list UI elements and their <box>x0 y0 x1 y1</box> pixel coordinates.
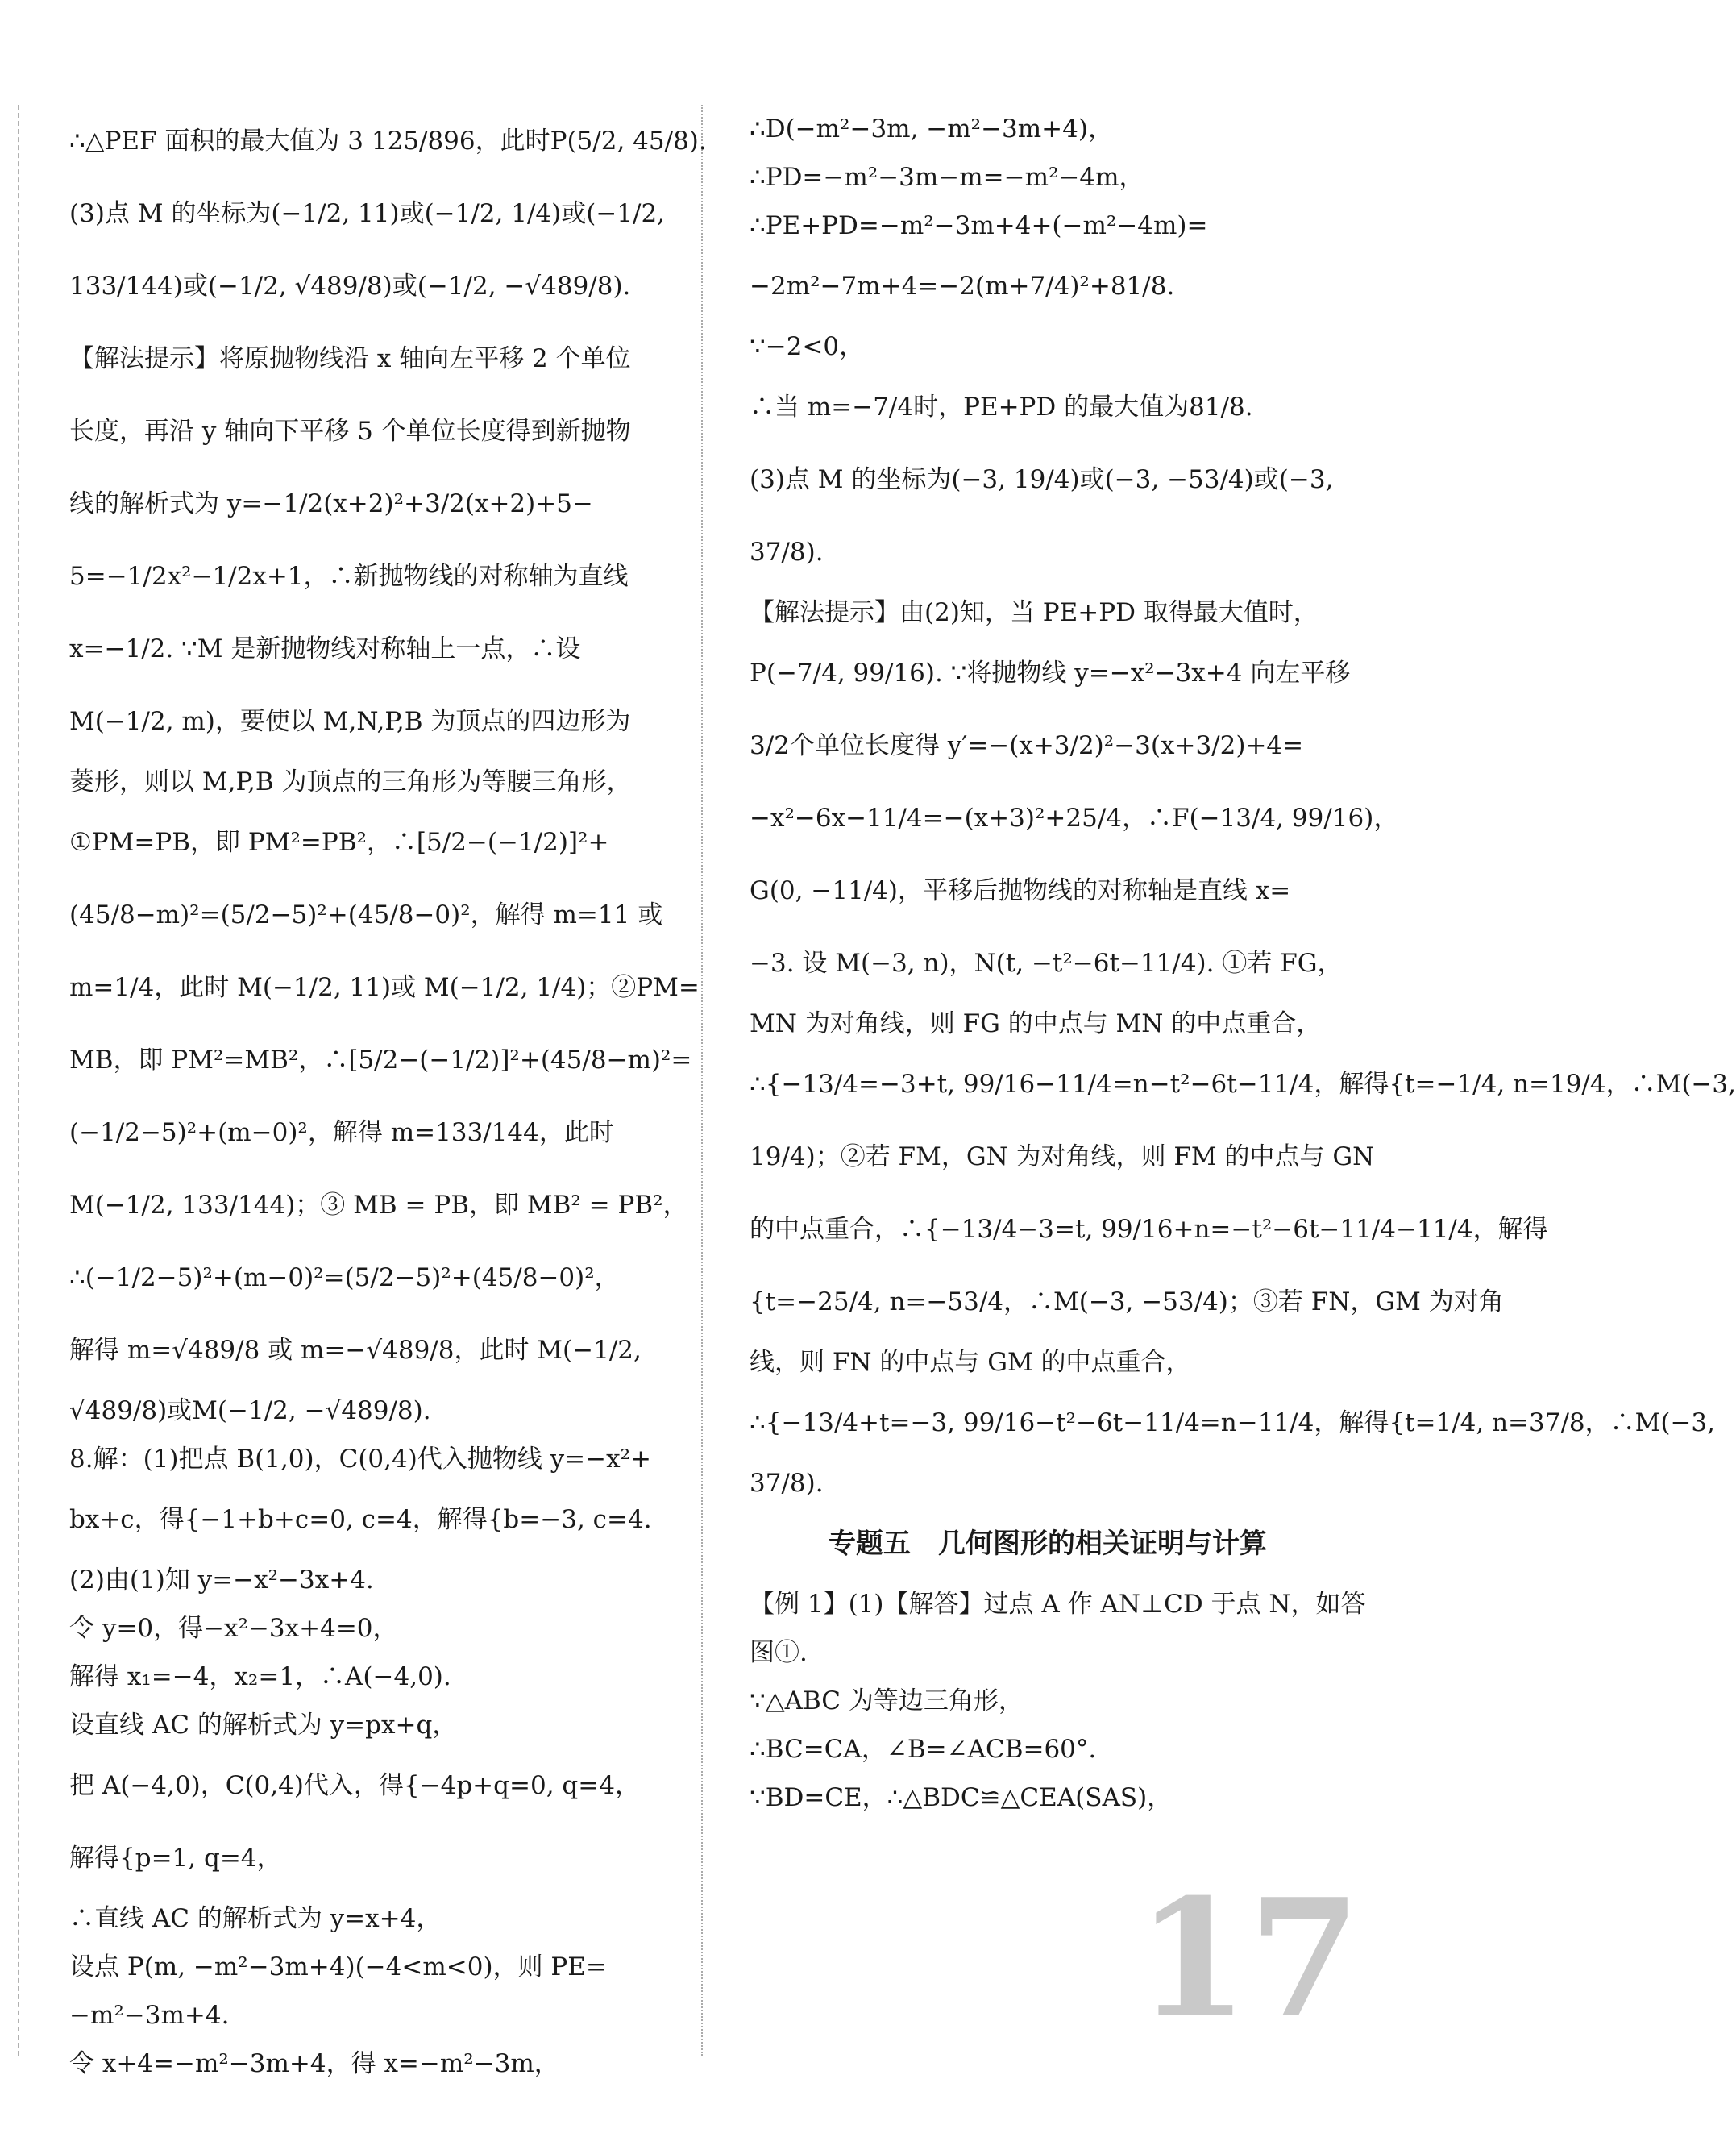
text-line: 线的解析式为 y=−1/2(x+2)²+3/2(x+2)+5− <box>69 489 593 518</box>
text-line: 把 A(−4,0)，C(0,4)代入，得{−4p+q=0, q=4， <box>69 1771 640 1800</box>
text-line: ①PM=PB，即 PM²=PB²，∴[5/2−(−1/2)]²+ <box>69 828 609 857</box>
text-line: −x²−6x−11/4=−(x+3)²+25/4，∴F(−13/4, 99/16)， <box>750 804 1399 833</box>
text-line: ∵△ABC 为等边三角形， <box>750 1686 1024 1715</box>
text-line: G(0, −11/4)，平移后抛物线的对称轴是直线 x= <box>750 876 1291 905</box>
text-line: M(−1/2, 133/144)；③ MB = PB，即 MB² = PB²， <box>69 1191 688 1220</box>
text-line: ∴△PEF 面积的最大值为 3 125/896，此时P(5/2, 45/8). <box>69 127 707 156</box>
equation-system-line: 的中点重合，∴{−13/4−3=t, 99/16+n=−t²−6t−11/4−11/4，解得 <box>750 1215 1548 1244</box>
text-line: ∴直线 AC 的解析式为 y=x+4， <box>69 1904 442 1933</box>
text-line: −2m²−7m+4=−2(m+7/4)²+81/8. <box>750 272 1175 301</box>
text-line: ∴BC=CA，∠B=∠ACB=60°. <box>750 1735 1097 1764</box>
text-line: 长度，再沿 y 轴向下平移 5 个单位长度得到新抛物 <box>69 417 631 446</box>
section-title: 专题五 几何图形的相关证明与计算 <box>829 1528 1267 1560</box>
text-line: (3)点 M 的坐标为(−1/2, 11)或(−1/2, 1/4)或(−1/2, <box>69 199 666 228</box>
text-line: (−1/2−5)²+(m−0)²，解得 m=133/144，此时 <box>69 1118 614 1147</box>
solution-hint-line: 【解法提示】将原抛物线沿 x 轴向左平移 2 个单位 <box>69 344 631 373</box>
text-line: 5=−1/2x²−1/2x+1，∴新抛物线的对称轴为直线 <box>69 562 629 591</box>
text-line: (2)由(1)知 y=−x²−3x+4. <box>69 1566 374 1595</box>
text-line: 3/2个单位长度得 y′=−(x+3/2)²−3(x+3/2)+4= <box>750 731 1304 760</box>
column-divider <box>701 105 703 2056</box>
text-line: −m²−3m+4. <box>69 2001 230 2030</box>
text-line: bx+c，得{−1+b+c=0, c=4，解得{b=−3, c=4. <box>69 1505 652 1534</box>
solution-hint-line: 【解法提示】由(2)知，当 PE+PD 取得最大值时， <box>750 598 1319 627</box>
problem-8-heading: 8.解：(1)把点 B(1,0)，C(0,4)代入抛物线 y=−x²+ <box>69 1445 652 1474</box>
text-line: P(−7/4, 99/16). ∵将抛物线 y=−x²−3x+4 向左平移 <box>750 659 1351 688</box>
text-line: ∴PE+PD=−m²−3m+4+(−m²−4m)= <box>750 211 1208 240</box>
text-line: 图①. <box>750 1638 808 1667</box>
text-line: m=1/4，此时 M(−1/2, 11)或 M(−1/2, 1/4)；②PM= <box>69 973 700 1002</box>
text-line: ∴D(−m²−3m, −m²−3m+4)， <box>750 114 1113 143</box>
text-line: ∵BD=CE，∴△BDC≌△CEA(SAS)， <box>750 1783 1173 1812</box>
text-line: 令 y=0，得−x²−3x+4=0， <box>69 1614 398 1643</box>
equation-system-line: ∴{−13/4+t=−3, 99/16−t²−6t−11/4=n−11/4，解得{t=1/4, n=37/8，∴M(−3, <box>750 1408 1716 1437</box>
text-line: 菱形，则以 M,P,B 为顶点的三角形为等腰三角形， <box>69 767 632 796</box>
text-line: ∴PD=−m²−3m−m=−m²−4m， <box>750 163 1144 192</box>
margin-dash-line <box>18 105 19 2056</box>
text-line: ∴当 m=−7/4时，PE+PD 的最大值为81/8. <box>750 393 1253 422</box>
text-line: 37/8). <box>750 1469 824 1498</box>
text-line: MN 为对角线，则 FG 的中点与 MN 的中点重合， <box>750 1009 1322 1038</box>
right-column <box>750 105 1736 1822</box>
equation-system-line: ∴{−13/4=−3+t, 99/16−11/4=n−t²−6t−11/4，解得{t=−1/4, n=19/4，∴M(−3, <box>750 1070 1736 1099</box>
text-line: 设直线 AC 的解析式为 y=px+q， <box>69 1711 458 1740</box>
text-line: √489/8)或M(−1/2, −√489/8). <box>69 1396 431 1425</box>
equation-system-line: {t=−25/4, n=−53/4，∴M(−3, −53/4)；③若 FN，GM 为对角 <box>750 1287 1504 1316</box>
text-line: 133/144)或(−1/2, √489/8)或(−1/2, −√489/8). <box>69 272 631 301</box>
text-line: ∴(−1/2−5)²+(m−0)²=(5/2−5)²+(45/8−0)²， <box>69 1263 620 1292</box>
text-line: 解得 m=√489/8 或 m=−√489/8，此时 M(−1/2, <box>69 1336 642 1365</box>
text-line: 解得 x₁=−4，x₂=1，∴A(−4,0). <box>69 1662 451 1691</box>
text-line: ∵−2<0， <box>750 332 865 361</box>
text-line: (45/8−m)²=(5/2−5)²+(45/8−0)²，解得 m=11 或 <box>69 900 663 929</box>
text-line: x=−1/2. ∵M 是新抛物线对称轴上一点，∴设 <box>69 634 581 663</box>
text-line: 解得{p=1, q=4， <box>69 1844 282 1873</box>
text-line: (3)点 M 的坐标为(−3, 19/4)或(−3, −53/4)或(−3, <box>750 465 1334 494</box>
text-line: 设点 P(m, −m²−3m+4)(−4<m<0)，则 PE= <box>69 1952 607 1981</box>
text-line: 线，则 FN 的中点与 GM 的中点重合， <box>750 1348 1191 1377</box>
text-line: 37/8). <box>750 538 824 567</box>
example-heading: 【例 1】(1)【解答】过点 A 作 AN⊥CD 于点 N，如答 <box>750 1590 1366 1619</box>
text-line: M(−1/2, m)，要使以 M,N,P,B 为顶点的四边形为 <box>69 707 631 736</box>
text-line: 令 x+4=−m²−3m+4，得 x=−m²−3m， <box>69 2049 559 2078</box>
text-line: MB，即 PM²=MB²，∴[5/2−(−1/2)]²+(45/8−m)²= <box>69 1046 692 1075</box>
left-column <box>69 105 707 2088</box>
text-line: −3. 设 M(−3, n)，N(t, −t²−6t−11/4). ①若 FG， <box>750 949 1343 978</box>
text-line: 19/4)；②若 FM，GN 为对角线，则 FM 的中点与 GN <box>750 1142 1375 1171</box>
page-number: 17 <box>1136 1864 1361 2053</box>
